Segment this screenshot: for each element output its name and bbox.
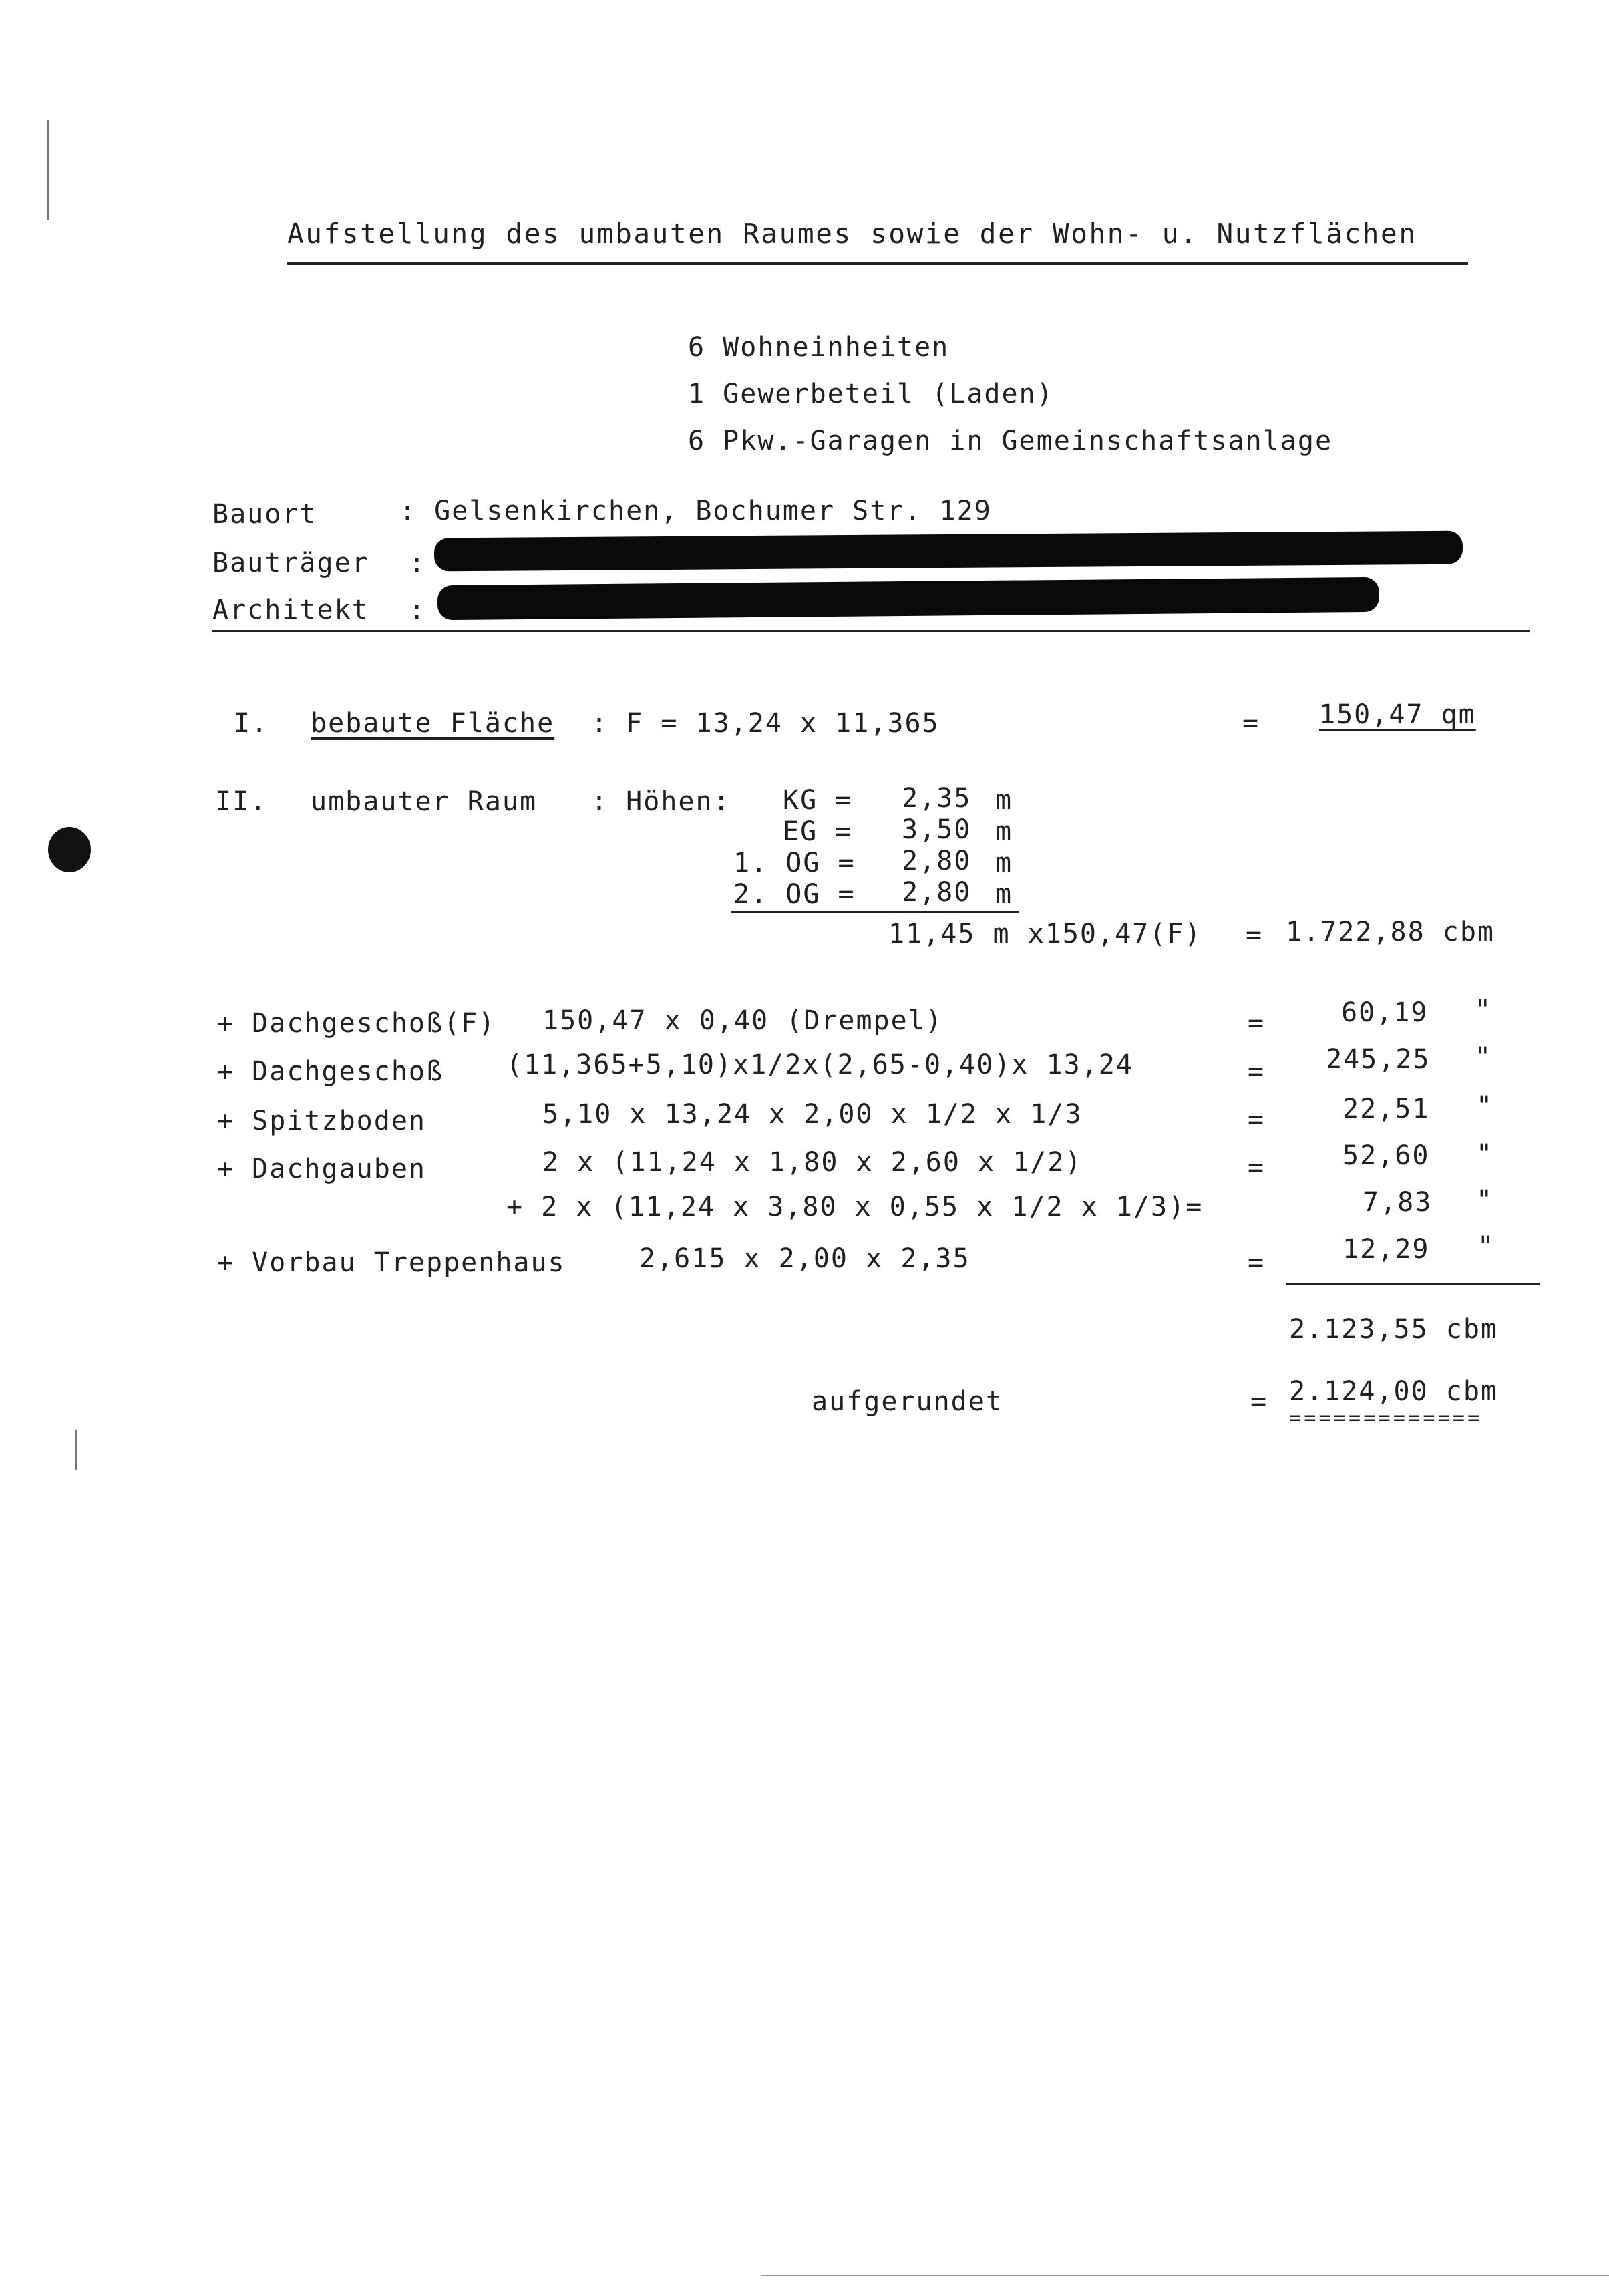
addition-mark: " [1475,995,1493,1025]
addition-value: 7,83 [1363,1187,1433,1218]
sum-rule [1286,1283,1540,1285]
redaction-bar [434,531,1463,572]
sum-value: 2.123,55 cbm [1289,1314,1498,1345]
addition-eq: = [1248,1056,1266,1087]
bautraeger-separator: : [409,548,427,579]
height-value: 3,50 [902,814,972,845]
addition-value: 52,60 [1343,1140,1430,1171]
rounded-value: 2.124,00 cbm [1289,1376,1498,1407]
heights-label: : Höhen: [591,786,731,817]
addition-formula: 2,615 x 2,00 x 2,35 [639,1243,970,1274]
addition-mark: " [1477,1231,1495,1262]
section-1-formula: : F = 13,24 x 11,365 [591,708,940,739]
addition-mark: " [1475,1042,1493,1073]
rounded-label: aufgerundet [812,1386,1003,1417]
addition-eq: = [1248,1104,1266,1135]
height-floor: 1. OG = [733,848,856,878]
addition-formula: + 2 x (11,24 x 3,80 x 0,55 x 1/2 x 1/3)= [506,1192,1204,1222]
addition-label: + Vorbau Treppenhaus [217,1247,566,1278]
addition-mark: " [1476,1185,1494,1216]
addition-formula: 5,10 x 13,24 x 2,00 x 1/2 x 1/3 [542,1099,1083,1130]
height-unit: m [995,785,1013,816]
section-2-number: II. [215,786,268,817]
page-edge-line [761,2275,1609,2276]
section-1-label: bebaute Fläche [311,708,555,739]
addition-label: + Dachgauben [217,1154,426,1184]
height-unit: m [995,848,1013,878]
addition-mark: " [1476,1139,1494,1170]
section-1-result: 150,47 qm [1319,699,1476,730]
height-floor: KG = [783,785,853,816]
height-floor: 2. OG = [733,879,856,910]
addition-formula: 2 x (11,24 x 1,80 x 2,60 x 1/2) [542,1147,1083,1178]
addition-value: 22,51 [1343,1094,1430,1124]
addition-label: + Dachgeschoß(F) [217,1008,496,1039]
height-value: 2,80 [902,846,972,876]
section-1-number: I. [234,708,269,739]
header-separator [212,630,1530,632]
addition-value: 245,25 [1326,1044,1431,1075]
section-1-eq: = [1242,708,1260,739]
units-line: 1 Gewerbeteil (Laden) [688,379,1054,409]
addition-eq: = [1248,1008,1266,1039]
height-value: 2,35 [902,783,972,814]
bauort-value: : Gelsenkirchen, Bochumer Str. 129 [399,496,992,526]
addition-eq: = [1248,1152,1266,1183]
addition-mark: " [1476,1091,1494,1122]
punch-hole-mark [48,827,91,872]
addition-value: 60,19 [1341,997,1429,1028]
height-floor: EG = [783,816,853,847]
section-2-label: umbauter Raum [311,786,538,817]
scan-mark [75,1430,77,1470]
redaction-bar [437,577,1379,620]
addition-eq: = [1248,1247,1266,1278]
volume-value: 1.722,88 cbm [1286,917,1495,947]
volume-formula: 11,45 m x150,47(F) [888,919,1202,949]
height-value: 2,80 [902,877,972,908]
addition-label: + Spitzboden [217,1106,426,1136]
units-line: 6 Pkw.-Garagen in Gemeinschaftsanlage [688,426,1333,456]
document-title: Aufstellung des umbauten Raumes sowie der Wohn- u. Nutzflächen [287,218,1417,250]
double-underline: ============= [1289,1406,1483,1430]
height-unit: m [995,879,1013,910]
units-line: 6 Wohneinheiten [688,332,950,363]
architekt-separator: : [409,595,427,625]
addition-label: + Dachgeschoß [217,1056,444,1087]
bauort-label: Bauort [212,499,317,530]
rounded-eq: = [1250,1386,1268,1417]
scan-mark [47,120,49,220]
height-unit: m [995,816,1013,847]
architekt-label: Architekt [212,595,369,625]
title-underline [287,262,1468,265]
heights-sum-rule [731,911,1019,913]
addition-formula: (11,365+5,10)x1/2x(2,65-0,40)x 13,24 [506,1049,1133,1080]
volume-eq: = [1246,920,1264,951]
addition-value: 12,29 [1343,1234,1430,1265]
addition-formula: 150,47 x 0,40 (Drempel) [542,1005,943,1036]
bautraeger-label: Bauträger [212,548,369,579]
